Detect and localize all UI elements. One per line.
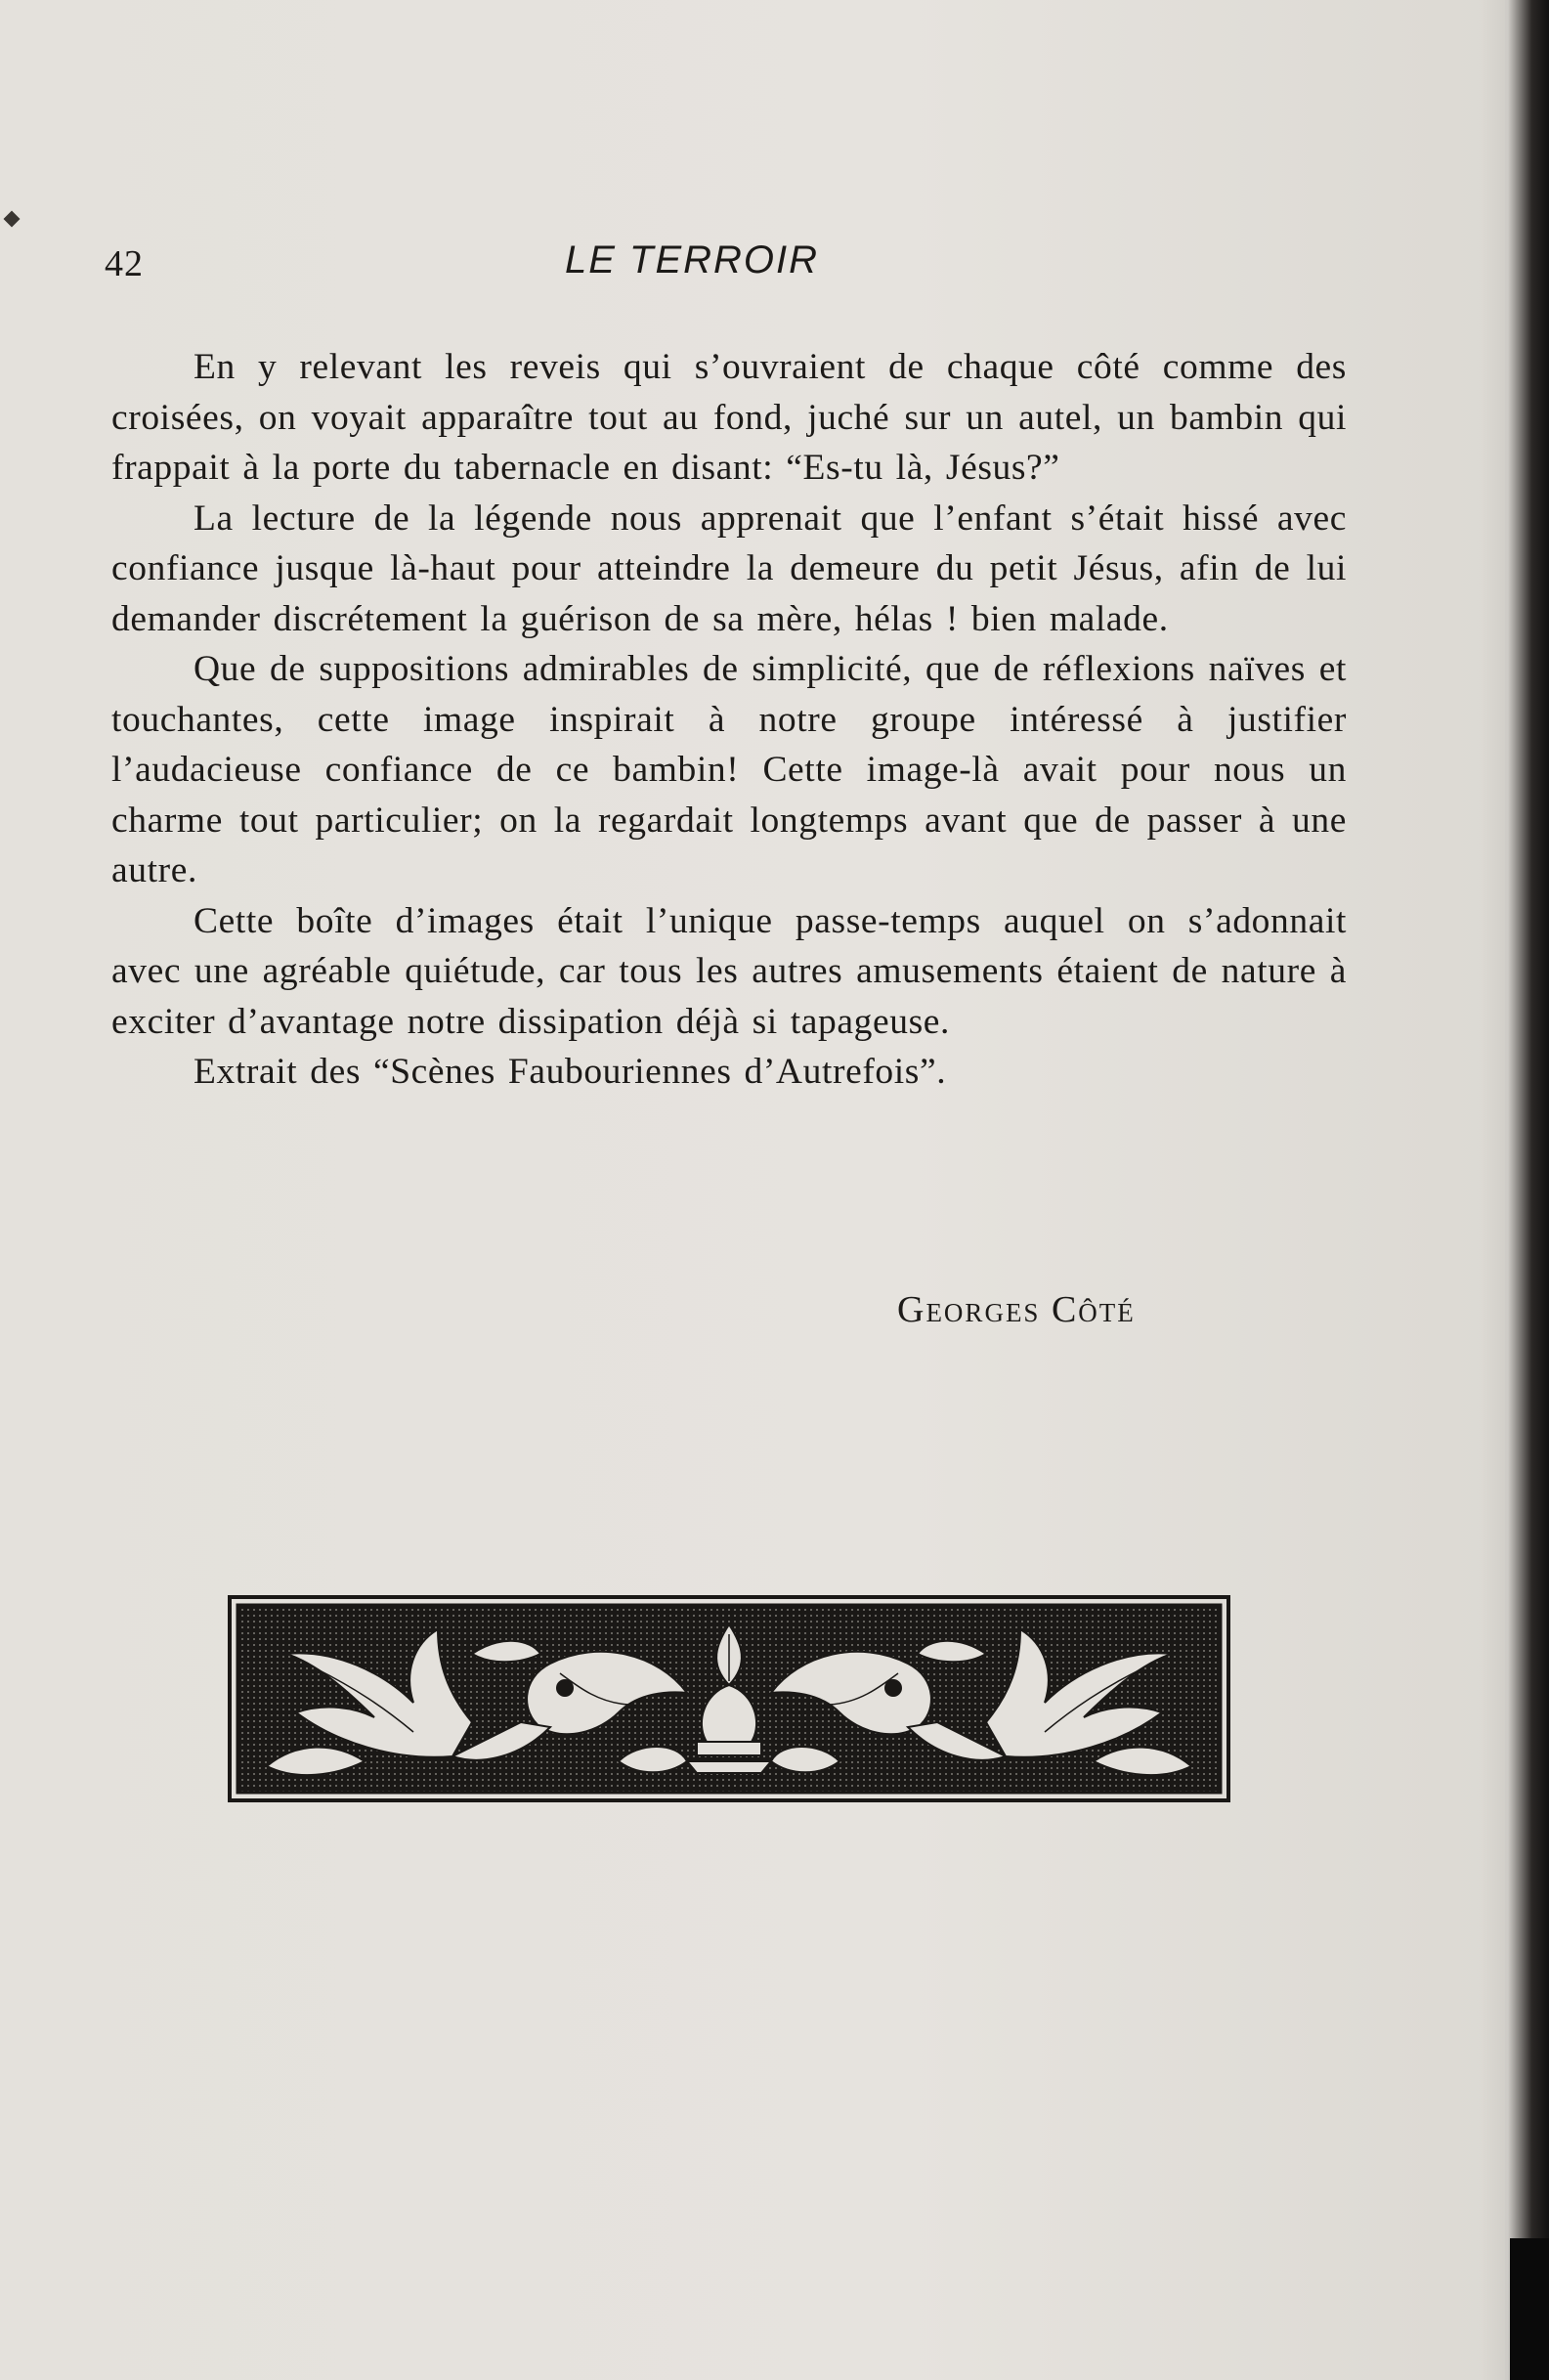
- paragraph: Cette boîte d’images était l’unique passe-temps auquel on s’adonnait avec une agréable quiétude, car tous les autres amusements étaient de nature à exciter d’avantage notre dissipation déjà si tapageuse.: [111, 900, 1347, 1042]
- paragraph: Que de suppositions admirables de simplicité, que de réflexions naïves et touchantes, cette image inspirait à notre groupe intéressé à justifier l’audacieuse confiance de ce bambin! Cette image-là avait pour nous un charme tout particulier; on la regardait longtemps avant que de passer à une autre.: [111, 649, 1347, 890]
- running-title: LE TERROIR: [564, 238, 820, 281]
- author-signature: Georges Côté: [897, 1289, 1136, 1330]
- source-line: Extrait des “Scènes Faubouriennes d’Autrefois”.: [194, 1052, 947, 1092]
- body-text: [111, 342, 1347, 1098]
- paragraph: En y relevant les reveis qui s’ouvraient de chaque côté comme des croisées, on voyait apparaître tout au fond, juché sur un autel, un bambin qui frappait à la porte du tabernacle en disant: “Es-tu là, Jésus?”: [111, 347, 1347, 488]
- book-spine-edge: [1510, 2238, 1549, 2380]
- book-spine-shadow: [1481, 0, 1549, 2380]
- decorative-ornament-icon: [228, 1595, 1230, 1802]
- paragraph: La lecture de la légende nous apprenait que l’enfant s’était hissé avec confiance jusque là-haut pour atteindre la demeure du petit Jésus, afin de lui demander discrétement la guérison de sa mère, hélas ! bien malade.: [111, 498, 1347, 639]
- page-number: 42: [105, 243, 144, 284]
